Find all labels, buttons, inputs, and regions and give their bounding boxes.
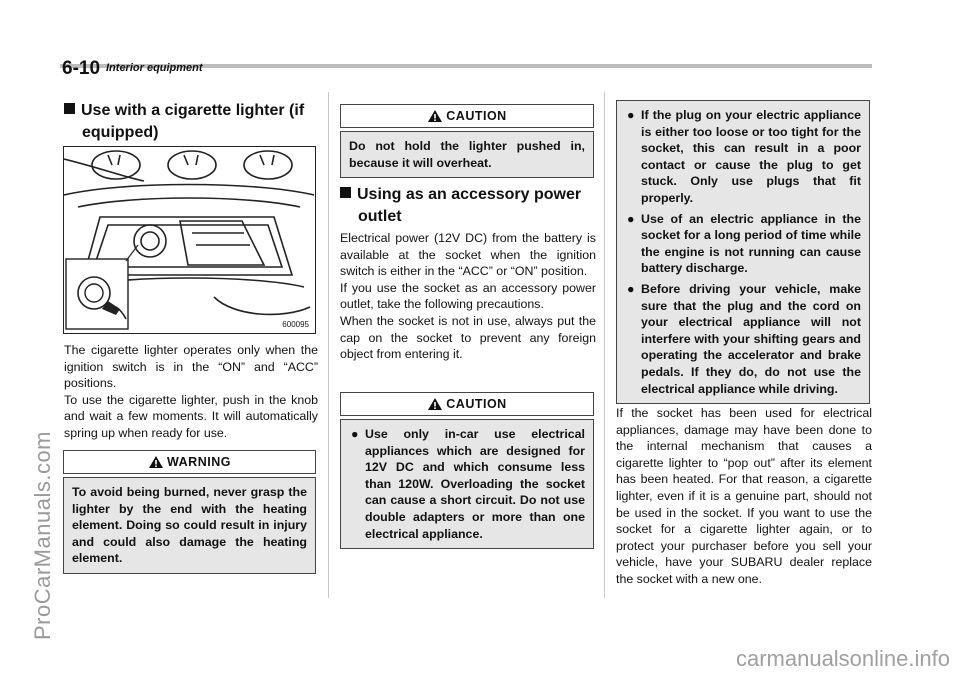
watermark-bottom: carmanualsonline.info [735, 646, 950, 671]
caution-list [616, 100, 870, 404]
heading-square-icon [340, 187, 351, 198]
bullet-icon: ● [627, 211, 635, 226]
column-divider-2 [604, 92, 605, 598]
list-item: ● If the plug on your electric appliance is either too loose or too tight for the socket, this can result in a poor contact or cause the plug to get stuck. Only use plugs that fit properly. [627, 108, 861, 205]
list-item: ● Before driving your vehicle, make sure that the plug and the cord on your electrical appliance will not interfere with your shifting gears and operating the accelerator and brake pedals. If they do, do not use the electrical appliance while driving. [627, 281, 861, 396]
heading-cigarette-lighter: Use with a cigarette lighter (if equipped) [64, 100, 326, 144]
heading-square-icon [64, 103, 75, 114]
warning-triangle-icon [427, 397, 443, 411]
warning-triangle-icon [427, 109, 443, 123]
socket-replacement-text: If the socket has been used for electrical appliances, damage may have been done to the internal mechanism that causes a cigarette lighter to “pop out” after its element has been heated. For that reason, a cigarette lighter, even if it is a genuine part, should not be used in the socket. If you want to use the socket for a cigarette lighter again, or to protect your purchaser before you sell your vehicle, have your SUBARU dealer replace the socket with a new one. [616, 406, 872, 586]
paragraph: To use the cigarette lighter, push in the knob and wait a few moments. It will automatically spring up when ready for use. [64, 392, 318, 440]
paragraph: When the socket is not in use, always put the cap on the socket to prevent any foreign object from entering it. [340, 313, 596, 362]
list-item: ● Use of an electric appliance in the socket for a long period of time while the engine is not running can cause battery discharge. [627, 211, 861, 276]
page-number: 6-10 [62, 58, 101, 79]
warning-triangle-icon [148, 455, 164, 469]
caution-box-3 [616, 100, 870, 404]
column-divider-1 [328, 92, 329, 598]
caution-box-2 [340, 392, 594, 549]
caution-label: CAUTION [446, 397, 507, 411]
accessory-outlet-text [340, 230, 596, 363]
cigarette-lighter-figure [63, 146, 316, 334]
bullet-icon: ● [627, 281, 635, 296]
warning-label: WARNING [167, 455, 231, 469]
caution-list [340, 419, 594, 549]
bullet-icon: ● [627, 108, 635, 122]
warning-box [63, 450, 316, 574]
console-illustration [64, 147, 314, 332]
figure-number: 600095 [282, 320, 309, 329]
caution-text: Do not hold the lighter pushed in, because it will overheat. [340, 131, 594, 178]
list-item: ● Use only in-car use electrical appliances which are designed for 12V DC and which consume less than 120W. Overloading the socket can cause a short circuit. Do not use double adapters or more than one electrical appliance. [351, 427, 585, 541]
paragraph: If you use the socket as an accessory power outlet, take the following precautions. [340, 280, 596, 312]
caution-box-1 [340, 104, 594, 178]
caution-header [340, 104, 594, 128]
heading-accessory-outlet: Using as an accessory power outlet [340, 184, 596, 228]
caution-header [340, 392, 594, 416]
warning-text: To avoid being burned, never grasp the lighter by the end with the heating element. Doing so could result in injury and could also damage the heating element. [63, 477, 316, 574]
warning-header [63, 450, 316, 474]
cigarette-lighter-text [64, 342, 318, 442]
paragraph: The cigarette lighter operates only when the ignition switch is in the “ON” and “ACC” positions. [64, 343, 318, 391]
section-title: Interior equipment [106, 62, 203, 74]
bullet-icon: ● [351, 427, 359, 441]
paragraph: Electrical power (12V DC) from the battery is available at the socket when the ignition switch is either in the “ACC” or “ON” position. [340, 231, 596, 279]
caution-label: CAUTION [446, 109, 507, 123]
watermark-left: ProCarManuals.com [30, 430, 55, 640]
